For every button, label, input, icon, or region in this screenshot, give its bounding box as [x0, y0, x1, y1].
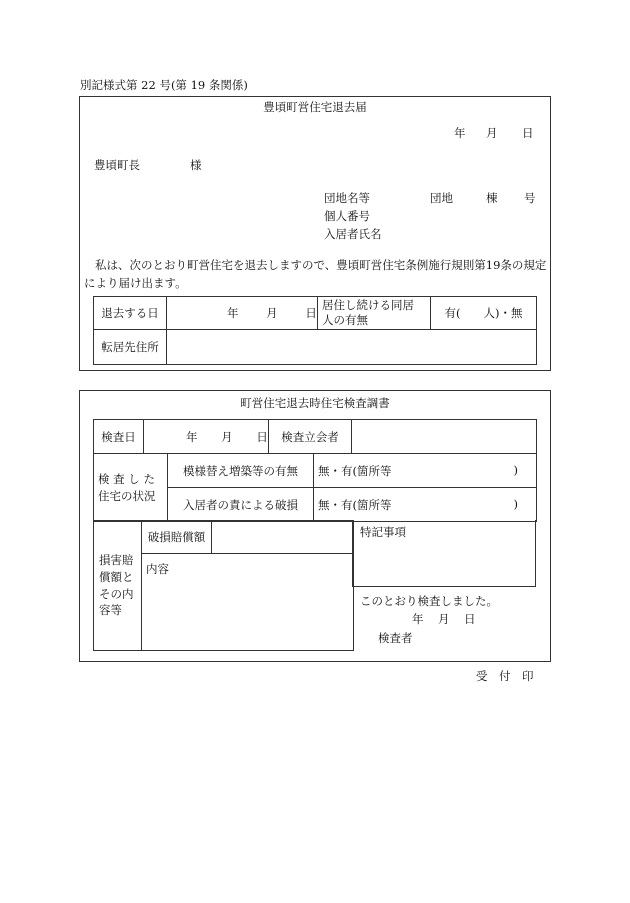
personal-number-label: 個人番号	[324, 209, 370, 223]
witness-label: 検査立会者	[269, 420, 352, 454]
damage-close-paren: )	[513, 496, 518, 511]
inspection-confirmation: このとおり検査しました。	[360, 594, 498, 608]
form-reference: 別記様式第 22 号(第 19 条関係)	[80, 78, 248, 92]
compensation-label-line-2: 償額と	[99, 569, 134, 584]
receipt-stamp-label: 受 付 印	[476, 669, 534, 683]
compensation-amount-label: 破損賠償額	[142, 521, 212, 554]
cohabitant-label-line-1: 居住し続ける同居	[322, 298, 414, 313]
damage-label: 入居者の責による破損	[168, 488, 314, 522]
room-number-unit: 号	[524, 191, 536, 205]
compensation-content-label: 内容	[146, 562, 169, 576]
house-status-table	[93, 453, 537, 522]
notice-body-line-1: 私は、次のとおり町営住宅を退去しますので、豊頃町営住宅条例施行規則第19条の規定	[95, 258, 547, 272]
house-status-label-line-2: 住宅の状況	[98, 488, 156, 503]
compensation-content-field[interactable]	[142, 554, 354, 651]
cohabitant-value[interactable]: 有( 人)・無	[431, 297, 537, 330]
move-out-date-field[interactable]	[167, 297, 318, 330]
damage-field[interactable]	[314, 488, 537, 522]
new-address-field[interactable]	[167, 330, 537, 365]
move-out-day: 日	[305, 306, 317, 320]
house-status-label-line-1: 検 査 し た	[98, 471, 155, 486]
new-address-label: 転居先住所	[94, 330, 167, 365]
remodel-label: 模様替え増築等の有無	[168, 454, 314, 488]
addressee: 豊頃町長	[94, 158, 140, 172]
inspection-year: 年	[186, 429, 198, 444]
inspection-date-field[interactable]	[144, 420, 269, 454]
move-out-month: 月	[266, 306, 278, 320]
inspector-label: 検査者	[378, 631, 413, 645]
danchi-unit: 団地	[430, 191, 453, 205]
confirm-year: 年	[412, 612, 424, 626]
compensation-label-line-4: 容等	[99, 603, 122, 618]
compensation-label	[94, 521, 142, 651]
move-out-date-label: 退去する日	[94, 297, 167, 330]
notice-date-month: 月	[486, 126, 498, 140]
compensation-label-line-1: 損害賠	[99, 553, 134, 568]
compensation-amount-field[interactable]	[212, 521, 354, 554]
move-out-table	[93, 296, 537, 365]
resident-name-label: 入居者氏名	[324, 227, 382, 241]
confirm-day: 日	[464, 612, 476, 626]
cohabitant-label-line-2: 人の有無	[322, 313, 368, 327]
witness-field[interactable]	[352, 420, 537, 454]
inspection-title: 町営住宅退去時住宅検査調書	[240, 396, 390, 410]
inspection-date-table	[93, 419, 537, 454]
compensation-label-line-3: その内	[99, 586, 134, 601]
notice-date-day: 日	[522, 126, 534, 140]
move-out-year: 年	[227, 306, 239, 320]
notice-date-year: 年	[454, 126, 466, 140]
building-unit: 棟	[486, 191, 498, 205]
confirm-month: 月	[438, 612, 450, 626]
special-notes-label: 特記事項	[360, 525, 406, 539]
danchi-name-label: 団地名等	[324, 191, 370, 205]
inspection-date-label: 検査日	[94, 420, 144, 454]
house-status-label	[94, 454, 168, 522]
notice-body-line-2: により届け出ます。	[84, 276, 187, 290]
addressee-honorific: 様	[190, 158, 202, 172]
remodel-field[interactable]	[314, 454, 537, 488]
inspection-day: 日	[256, 429, 268, 444]
cohabitant-label	[318, 297, 431, 330]
notice-title: 豊頃町営住宅退去届	[263, 100, 367, 114]
inspection-month: 月	[221, 429, 233, 444]
damage-value: 無・有(箇所等	[318, 497, 392, 512]
remodel-value: 無・有(箇所等	[318, 463, 392, 478]
remodel-close-paren: )	[513, 462, 518, 477]
compensation-table	[93, 520, 354, 651]
